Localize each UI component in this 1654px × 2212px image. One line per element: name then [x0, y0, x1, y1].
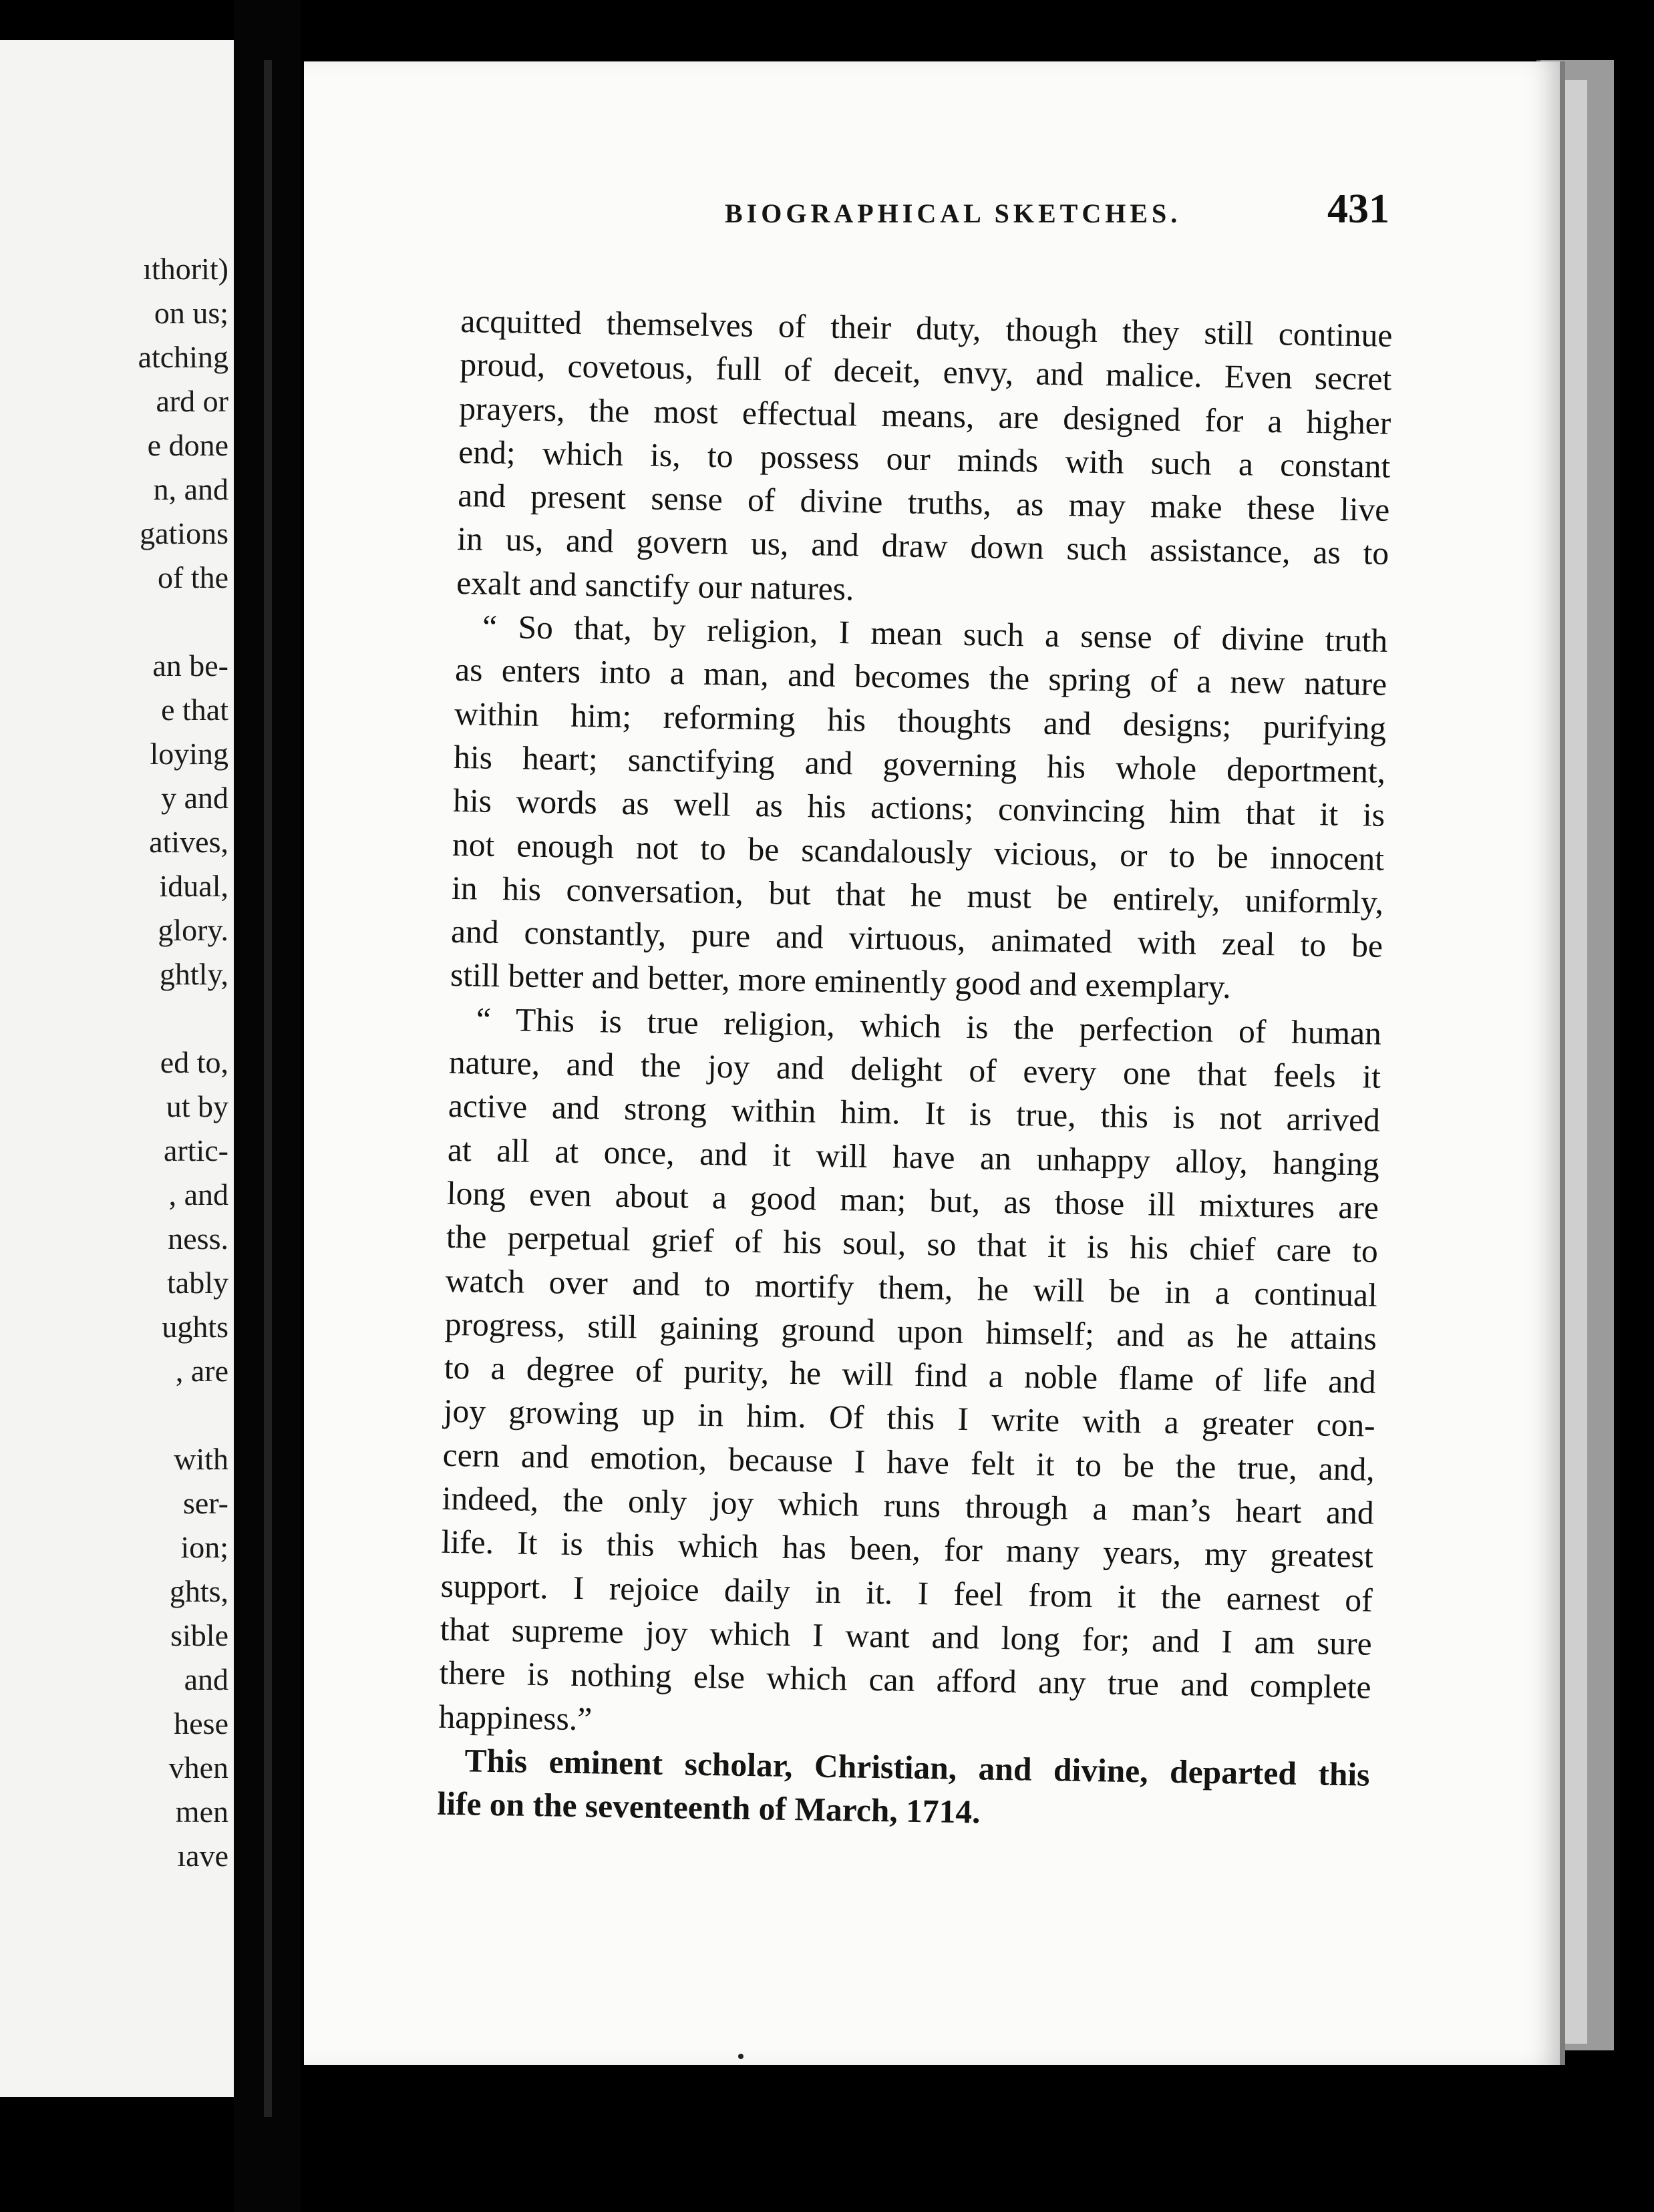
text-line: to a degree of purity, he will find a noble flame of life and: [444, 1348, 1377, 1401]
text-line: nature, and the joy and delight of every one that feels it: [448, 1043, 1381, 1095]
left-page-fragment: artic-: [163, 1133, 228, 1167]
text-line: the perpetual grief of his soul, so that it is his chief care to: [446, 1218, 1379, 1270]
left-page-fragment: and: [184, 1662, 228, 1696]
text-line: as enters into a man, and becomes the spring of a new nature: [454, 651, 1387, 703]
running-head: [418, 186, 1389, 246]
left-page-fragment: tably: [167, 1266, 228, 1300]
text-line: indeed, the only joy which runs through a man’s heart and: [442, 1479, 1375, 1531]
text-line: in his conversation, but that he must be entirely, uniformly,: [451, 869, 1384, 921]
left-page-fragments: [0, 247, 234, 1878]
closing-paragraph: [437, 1738, 1370, 1840]
text-line: proud, covetous, full of deceit, envy, and malice. Even secret: [460, 346, 1392, 398]
left-page-fragment: an be-: [152, 649, 228, 683]
left-page-fragment: on us;: [154, 296, 228, 330]
left-page-fragment: e that: [161, 693, 228, 727]
text-line: and present sense of divine truths, as may make these live: [457, 477, 1390, 529]
text-line: “ So that, by religion, I mean such a sense of divine truth: [482, 608, 1388, 659]
left-page-fragment: e done: [147, 428, 228, 462]
text-line: and constantly, pure and virtuous, animated with zeal to be: [450, 913, 1383, 964]
left-page-fragment: glory.: [158, 913, 228, 947]
left-page-fragment: ut by: [166, 1089, 228, 1123]
left-page-fragment: ughts: [162, 1310, 228, 1344]
text-line: active and strong within him. It is true, this is not arrived: [448, 1087, 1381, 1139]
text-line: cern and emotion, because I have felt it to be the true, and,: [442, 1436, 1375, 1488]
left-page-fragment: , are: [175, 1354, 228, 1388]
ink-speck: [738, 2054, 743, 2059]
text-line: life. It is this which has been, for many years, my greatest: [441, 1523, 1374, 1575]
text-line: long even about a good man; but, as those ill mixtures are: [446, 1174, 1379, 1226]
gutter-spine: [264, 60, 272, 2117]
left-page-fragment: ion;: [180, 1530, 228, 1564]
left-page-fragment: ıthorit): [143, 252, 228, 286]
text-line: at all at once, and it will have an unhappy alloy, hanging: [447, 1131, 1380, 1183]
left-page-fragment: ghtly,: [159, 957, 228, 991]
text-line: within him; reforming his thoughts and designs; purifying: [454, 695, 1387, 747]
left-page-fragment: men: [175, 1795, 228, 1829]
text-line: end; which is, to possess our minds with such a constant: [458, 433, 1391, 485]
left-page-fragment: sible: [170, 1618, 228, 1652]
left-page-fragment: vhen: [168, 1750, 228, 1785]
text-line: This eminent scholar, Christian, and divine, departed this: [464, 1742, 1370, 1793]
left-page-fragment: ness.: [168, 1222, 228, 1256]
left-page-fragment: hese: [174, 1706, 228, 1740]
text-line: in us, and govern us, and draw down such assistance, as to: [456, 520, 1389, 572]
left-page-fragment: atives,: [149, 825, 228, 859]
paragraph-2: [450, 604, 1388, 1012]
left-page-fragment: idual,: [159, 869, 228, 903]
text-line: not enough not to be scandalously vicious, or to be innocent: [452, 825, 1385, 878]
left-page-fragment: ghts,: [169, 1574, 228, 1608]
text-line: watch over and to mortify them, he will be in a continual: [445, 1262, 1378, 1314]
text-line: still better and better, more eminently good and exemplary.: [450, 956, 1232, 1006]
left-page-fragment: of the: [157, 560, 228, 594]
left-page-fragment: [0, 1393, 234, 1437]
text-line: “ This is true religion, which is the perfection of human: [476, 1000, 1382, 1052]
left-page-fragment: n, and: [153, 472, 228, 506]
paragraph-1: [456, 299, 1393, 619]
left-page-fragment: [0, 600, 234, 644]
left-page-fragment: ıave: [177, 1839, 228, 1873]
text-line: happiness.”: [438, 1698, 593, 1737]
left-page-fragment: loying: [150, 737, 228, 771]
text-line: that supreme joy which I want and long for; and I am sure: [440, 1610, 1372, 1662]
running-title: BIOGRAPHICAL SKETCHES.: [725, 198, 1182, 228]
text-line: joy growing up in him. Of this I write with a greater con-: [443, 1393, 1376, 1445]
text-line: acquitted themselves of their duty, though they still continue: [460, 302, 1393, 354]
text-line: progress, still gaining ground upon himself; and as he attains: [444, 1305, 1377, 1357]
text-line: there is nothing else which can afford any true and complete: [439, 1654, 1371, 1706]
left-page-fragment: ard or: [156, 384, 228, 418]
left-page-fragment: , and: [168, 1177, 228, 1212]
text-line: prayers, the most effectual means, are designed for a higher: [459, 389, 1391, 441]
text-line: his heart; sanctifying and governing his whole deportment,: [453, 738, 1386, 790]
left-page-fragment: ed to,: [160, 1045, 228, 1079]
page-number: 431: [1327, 186, 1389, 232]
text-line: life on the seventeenth of March, 1714.: [437, 1785, 981, 1831]
left-page-fragment: ser-: [182, 1486, 228, 1520]
paragraph-3: [438, 997, 1381, 1753]
left-page-fragment: gations: [140, 516, 228, 550]
left-page: [0, 40, 234, 2097]
left-page-fragment: with: [174, 1442, 228, 1476]
left-page-fragment: atching: [138, 340, 228, 374]
text-line: exalt and sanctify our natures.: [456, 564, 854, 608]
left-page-fragment: [0, 996, 234, 1041]
left-page-fragment: y and: [161, 781, 228, 815]
body-text: [437, 299, 1393, 1840]
text-line: his words as well as his actions; convincing him that it is: [452, 782, 1385, 834]
text-line: support. I rejoice daily in it. I feel from it the earnest of: [440, 1567, 1373, 1619]
page-edge-highlight: [1563, 80, 1587, 2044]
